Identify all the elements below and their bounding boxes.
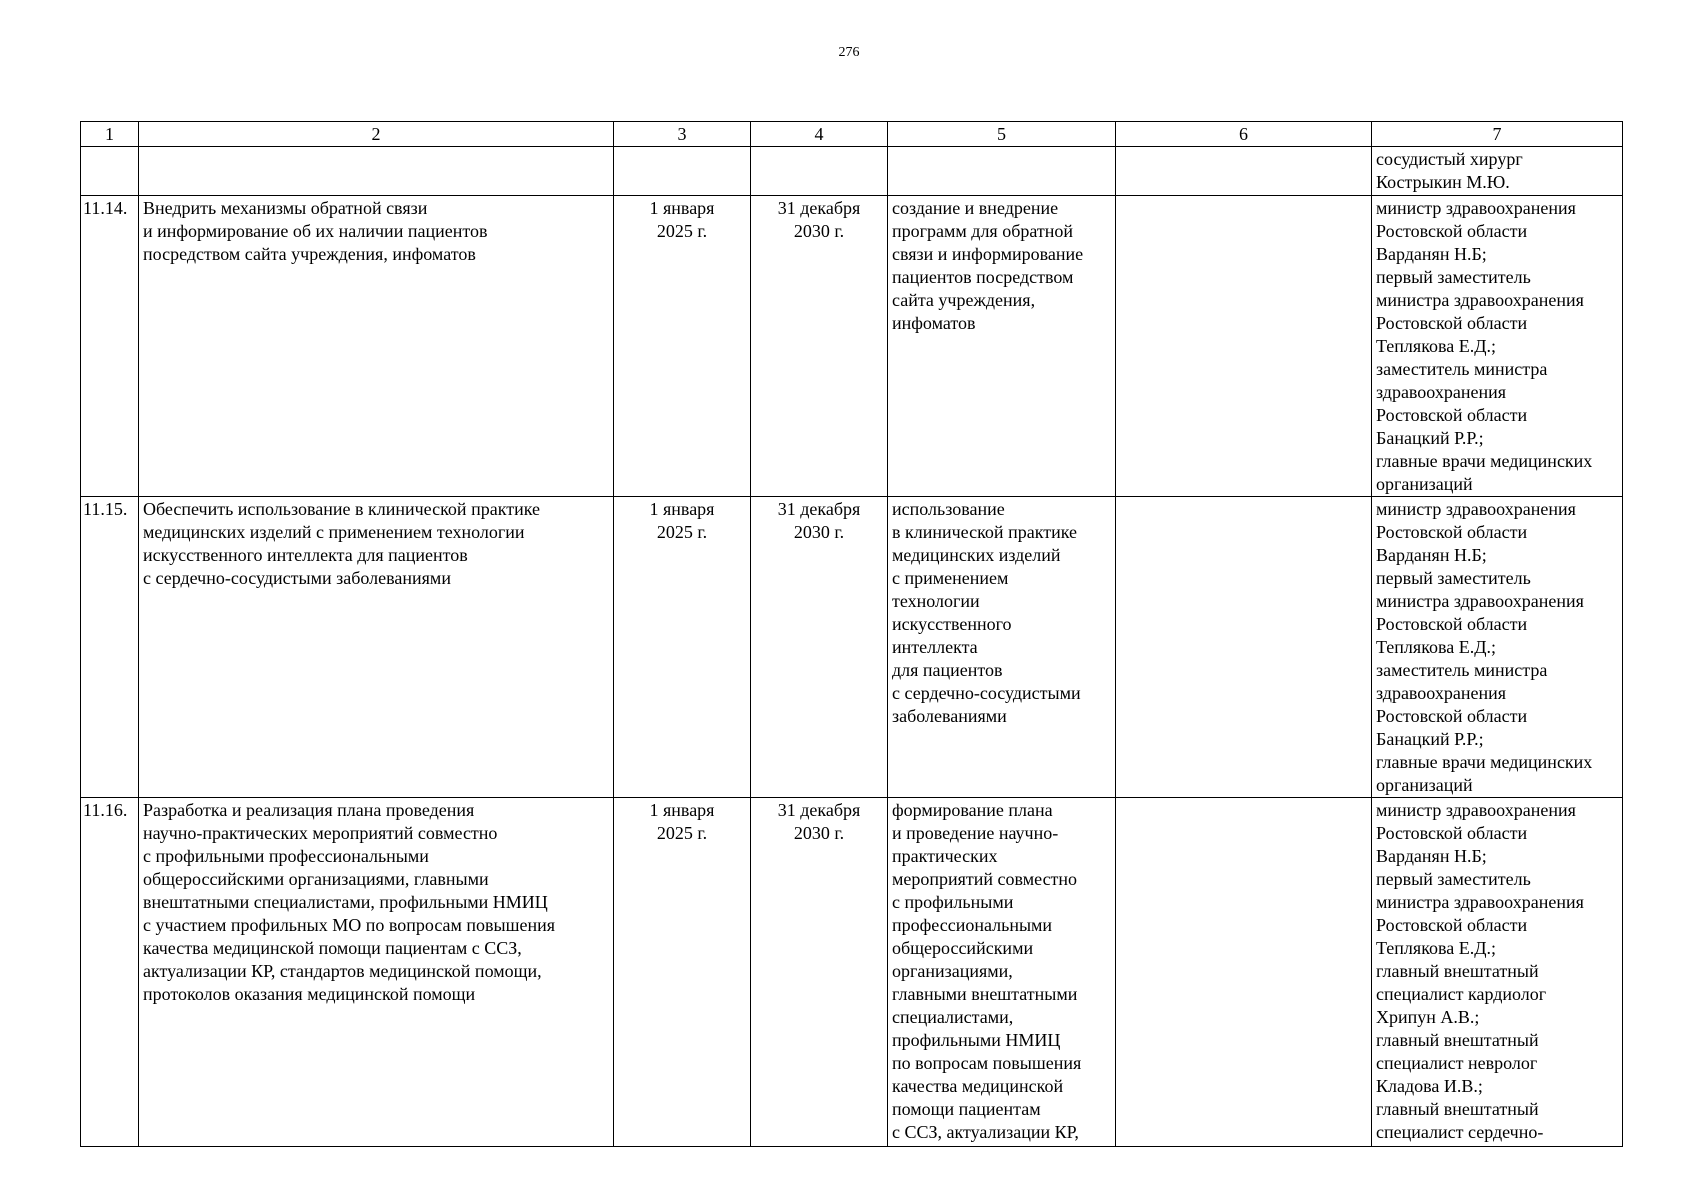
column-header: 2 <box>139 122 614 147</box>
column-header: 1 <box>81 122 139 147</box>
column-header: 7 <box>1372 122 1623 147</box>
expected-result: создание и внедрение программ для обратной связи и информирование пациентов посредством сайта учреждения, инфоматов <box>888 196 1116 497</box>
start-date: 1 января 2025 г. <box>614 196 751 497</box>
table-row <box>81 196 1623 497</box>
end-date: 31 декабря 2030 г. <box>751 497 888 798</box>
responsible-persons: министр здравоохранения Ростовской области Варданян Н.Б; первый заместитель министра здравоохранения Ростовской области Теплякова Е.Д.; заместитель министра здравоохранения Ростовской области Банацкий Р.Р.; главные врачи медицинских организаций <box>1372 497 1623 798</box>
start-date <box>614 147 751 196</box>
task-description <box>139 147 614 196</box>
item-number: 11.15. <box>81 497 139 798</box>
responsible-persons: сосудистый хирург Кострыкин М.Ю. <box>1372 147 1623 196</box>
indicator <box>1116 497 1372 798</box>
column-header: 5 <box>888 122 1116 147</box>
item-number <box>81 147 139 196</box>
column-header: 4 <box>751 122 888 147</box>
expected-result: формирование плана и проведение научно- практических мероприятий совместно с профильными профессиональными общероссийскими организациями, главными внештатными специалистами, профильными НМИЦ по вопросам повышения качества медицинской помощи пациентам с ССЗ, актуализации КР, <box>888 798 1116 1147</box>
indicator <box>1116 798 1372 1147</box>
action-plan-table <box>80 121 1623 1147</box>
task-description: Обеспечить использование в клинической практике медицинских изделий с применением технологии искусственного интеллекта для пациентов с сердечно-сосудистыми заболеваниями <box>139 497 614 798</box>
start-date: 1 января 2025 г. <box>614 798 751 1147</box>
responsible-persons: министр здравоохранения Ростовской области Варданян Н.Б; первый заместитель министра здравоохранения Ростовской области Теплякова Е.Д.; заместитель министра здравоохранения Ростовской области Банацкий Р.Р.; главные врачи медицинских организаций <box>1372 196 1623 497</box>
item-number: 11.16. <box>81 798 139 1147</box>
table-row <box>81 147 1623 196</box>
table-row <box>81 497 1623 798</box>
column-header: 3 <box>614 122 751 147</box>
indicator <box>1116 196 1372 497</box>
column-header: 6 <box>1116 122 1372 147</box>
item-number: 11.14. <box>81 196 139 497</box>
expected-result: использование в клинической практике медицинских изделий с применением технологии искусственного интеллекта для пациентов с сердечно-сосудистыми заболеваниями <box>888 497 1116 798</box>
end-date <box>751 147 888 196</box>
table-header-row <box>81 122 1623 147</box>
end-date: 31 декабря 2030 г. <box>751 196 888 497</box>
indicator <box>1116 147 1372 196</box>
table-row <box>81 798 1623 1147</box>
start-date: 1 января 2025 г. <box>614 497 751 798</box>
end-date: 31 декабря 2030 г. <box>751 798 888 1147</box>
responsible-persons: министр здравоохранения Ростовской области Варданян Н.Б; первый заместитель министра здравоохранения Ростовской области Теплякова Е.Д.; главный внештатный специалист кардиолог Хрипун А.В.; главный внештатный специалист невролог Кладова И.В.; главный внештатный специалист сердечно- <box>1372 798 1623 1147</box>
expected-result <box>888 147 1116 196</box>
task-description: Внедрить механизмы обратной связи и информирование об их наличии пациентов посредством сайта учреждения, инфоматов <box>139 196 614 497</box>
page-number: 276 <box>838 45 860 60</box>
task-description: Разработка и реализация плана проведения научно-практических мероприятий совместно с профильными профессиональными общероссийскими организациями, главными внештатными специалистами, профильными НМИЦ с участием профильных МО по вопросам повышения качества медицинской помощи пациентам с ССЗ, актуализации КР, стандартов медицинской помощи, протоколов оказания медицинской помощи <box>139 798 614 1147</box>
